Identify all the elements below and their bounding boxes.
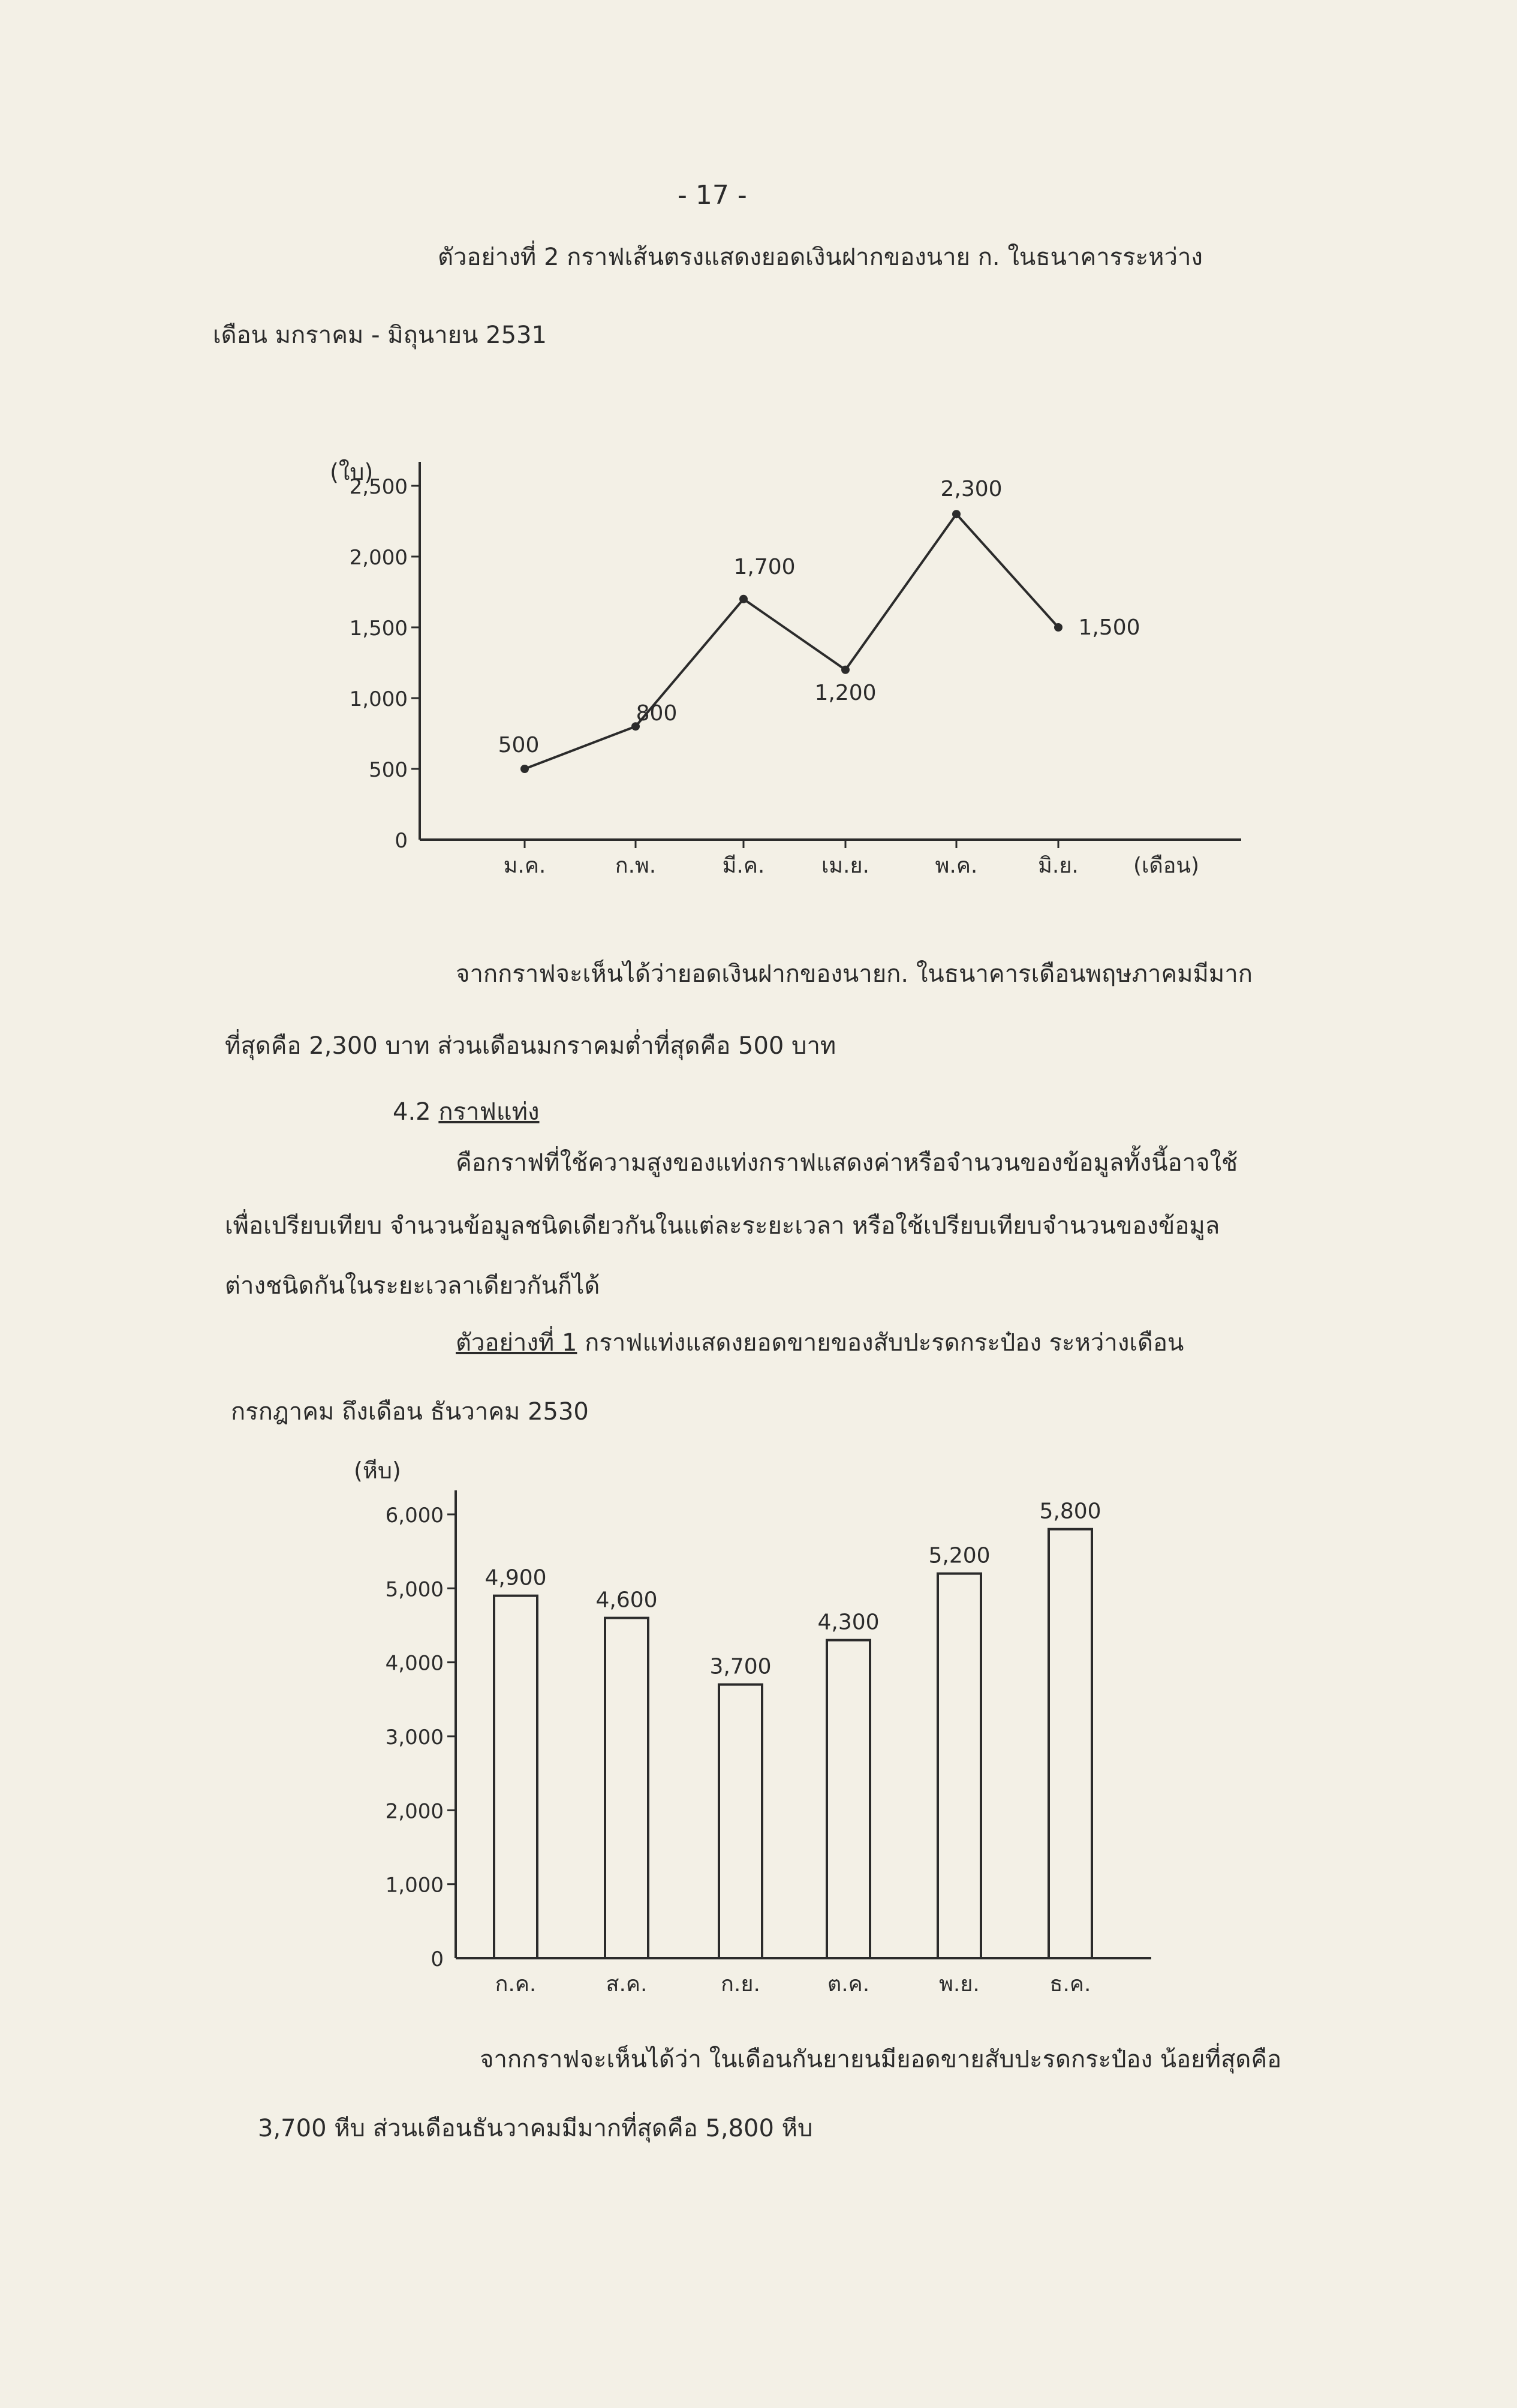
section-paragraph-2: เพื่อเปรียบเทียบ จำนวนข้อมูลชนิดเดียวกันในแต่ละระยะเวลา หรือใช้เปรียบเทียบจำนวนของข้อมูล	[225, 1212, 1220, 1240]
x-tick-label: ส.ค.	[606, 1972, 648, 1997]
x-tick-label: ต.ค.	[827, 1972, 870, 1997]
bar	[719, 1685, 762, 1958]
data-label: 3,700	[709, 1654, 772, 1679]
data-point	[841, 666, 850, 674]
data-label: 500	[498, 733, 540, 757]
line-chart-summary-cont: ที่สุดคือ 2,300 บาท ส่วนเดือนมกราคมต่ำที่สุดคือ 500 บาท	[225, 1032, 836, 1060]
section-paragraph-1: คือกราฟที่ใช้ความสูงของแท่งกราฟแสดงค่าหรือจำนวนของข้อมูลทั้งนี้อาจใช้	[456, 1149, 1238, 1177]
data-label: 1,200	[814, 680, 877, 705]
data-label: 4,600	[595, 1588, 658, 1613]
y-tick-label: 3,000	[385, 1725, 444, 1749]
line-chart-summary: จากกราฟจะเห็นได้ว่ายอดเงินฝากของนายก. ในธนาคารเดือนพฤษภาคมมีมาก	[456, 960, 1253, 988]
line-chart-caption: ตัวอย่างที่ 2 กราฟเส้นตรงแสดงยอดเงินฝากของนาย ก. ในธนาคารระหว่าง	[438, 243, 1203, 271]
y-tick-label: 1,000	[385, 1873, 444, 1898]
x-axis-label: (เดือน)	[1133, 853, 1200, 878]
y-tick-label: 1,000	[349, 687, 408, 711]
section-heading	[393, 1098, 540, 1126]
x-tick-label: เม.ย.	[821, 853, 870, 878]
x-tick-label: มี.ค.	[722, 853, 765, 878]
data-label: 4,900	[484, 1565, 547, 1591]
section-number: 4.2	[393, 1098, 431, 1126]
section-title: กราฟแท่ง	[438, 1098, 540, 1126]
bar-chart-caption-label: ตัวอย่างที่ 1	[456, 1329, 577, 1357]
section-paragraph-3: ต่างชนิดกันในระยะเวลาเดียวกันก็ได้	[225, 1272, 600, 1300]
y-axis-label: (ใบ)	[330, 459, 374, 485]
x-tick-label: พ.ค.	[935, 853, 978, 878]
x-tick-label: ธ.ค.	[1049, 1972, 1091, 1997]
bar-chart-caption	[456, 1328, 1184, 1357]
bar	[605, 1618, 648, 1958]
bar	[1049, 1529, 1092, 1958]
x-tick-label: ม.ค.	[503, 853, 546, 878]
data-label: 5,200	[928, 1543, 991, 1568]
data-label: 800	[636, 701, 678, 726]
x-tick-label: พ.ย.	[939, 1972, 980, 1997]
y-tick-label: 2,000	[349, 546, 408, 570]
data-label: 4,300	[817, 1610, 880, 1635]
y-tick-label: 500	[369, 758, 408, 782]
y-tick-label: 0	[431, 1947, 444, 1971]
data-label: 2,300	[940, 477, 1003, 502]
data-point	[520, 765, 529, 773]
series-line	[525, 514, 1058, 769]
bar-chart-summary: จากกราฟจะเห็นได้ว่า ในเดือนกันยายนมียอดขายสับปะรดกระป๋อง น้อยที่สุดคือ	[480, 2046, 1282, 2073]
y-tick-label: 2,000	[385, 1799, 444, 1824]
y-tick-label: 4,000	[385, 1651, 444, 1676]
x-tick-label: ก.ย.	[721, 1972, 760, 1997]
y-tick-label: 0	[395, 829, 408, 853]
data-point	[952, 510, 961, 518]
line-chart-caption-cont: เดือน มกราคม - มิถุนายน 2531	[213, 321, 547, 349]
x-tick-label: ก.พ.	[615, 853, 657, 878]
x-tick-label: มิ.ย.	[1038, 853, 1079, 878]
x-tick-label: ก.ค.	[495, 1972, 537, 1997]
bar-chart	[324, 1454, 1283, 2018]
bar-chart-summary-cont: 3,700 หีบ ส่วนเดือนธันวาคมมีมากที่สุดคือ 5,800 หีบ	[258, 2115, 813, 2142]
y-tick-label: 5,000	[385, 1577, 444, 1602]
y-tick-label: 6,000	[385, 1504, 444, 1528]
bar	[827, 1640, 870, 1958]
data-point	[1054, 623, 1062, 632]
bar	[938, 1574, 981, 1958]
line-chart	[288, 414, 1259, 882]
y-axis-label: (หีบ)	[354, 1457, 401, 1484]
data-label: 1,500	[1078, 615, 1140, 640]
bar-chart-caption-text: กราฟแท่งแสดงยอดขายของสับปะรดกระป๋อง ระหว่างเดือน	[585, 1329, 1184, 1357]
data-label: 5,800	[1039, 1499, 1101, 1524]
page-number: - 17 -	[678, 180, 747, 211]
data-label: 1,700	[733, 554, 796, 579]
data-point	[739, 595, 748, 603]
y-tick-label: 2,500	[349, 475, 408, 499]
y-tick-label: 1,500	[349, 617, 408, 641]
bar-chart-caption-cont: กรกฎาคม ถึงเดือน ธันวาคม 2530	[231, 1398, 589, 1426]
bar	[494, 1596, 537, 1958]
